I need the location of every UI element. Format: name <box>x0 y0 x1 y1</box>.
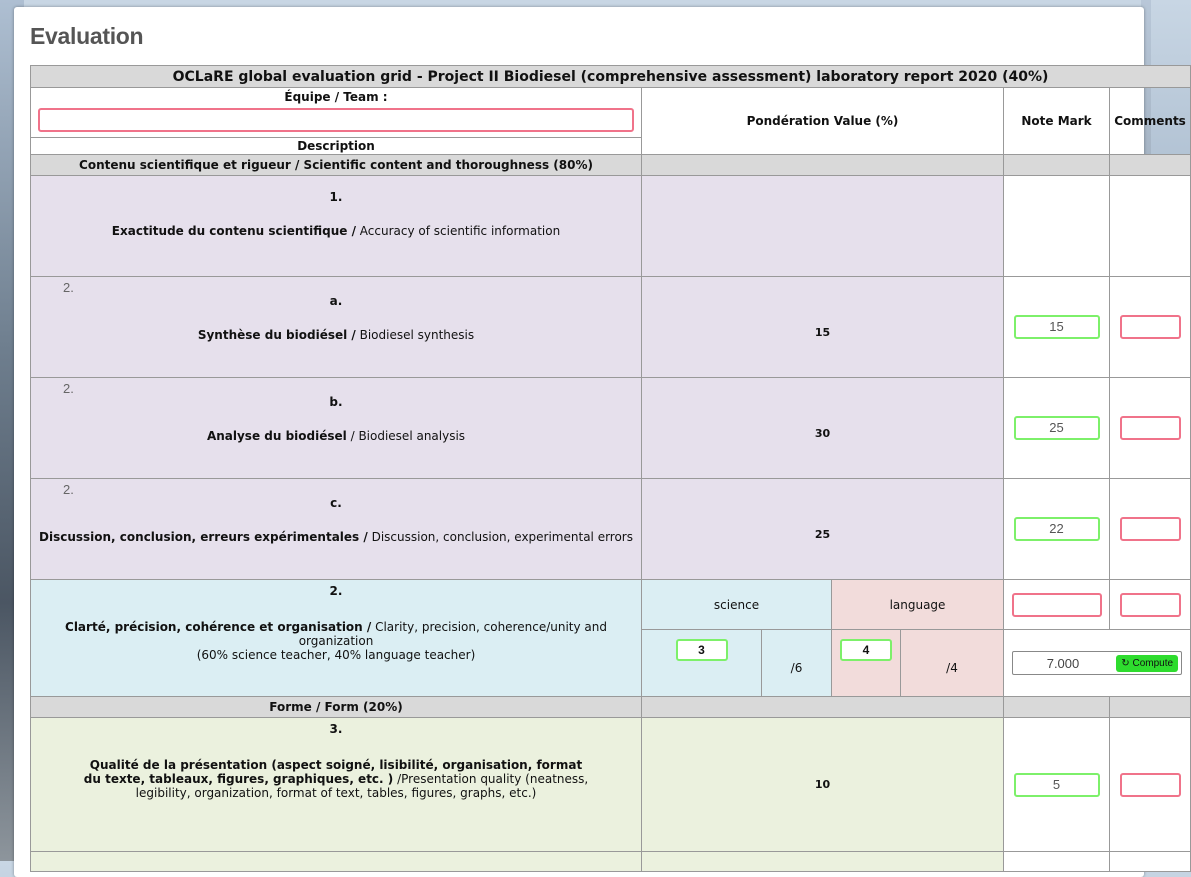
evaluation-grid <box>30 65 1191 872</box>
comment-1c-input[interactable] <box>1120 517 1181 541</box>
criterion-1a: 2. a. Synthèse du biodiésel / Biodiesel synthesis <box>31 277 642 378</box>
language-label: language <box>832 580 1004 630</box>
comment-3-input[interactable] <box>1120 773 1181 797</box>
weight-1a: 15 <box>642 277 1004 378</box>
criterion-1-number: 1. <box>329 190 343 204</box>
mark-1b-input[interactable]: 25 <box>1014 416 1100 440</box>
criterion-1: 1. Exactitude du contenu scientifique / Accuracy of scientific information <box>31 176 642 277</box>
weight-1c: 25 <box>642 479 1004 580</box>
criterion-1b: 2. b. Analyse du biodiésel / Biodiesel analysis <box>31 378 642 479</box>
page-title: Evaluation <box>30 23 144 49</box>
comment-1b-input[interactable] <box>1120 416 1181 440</box>
language-score-input[interactable]: 4 <box>840 639 892 661</box>
language-max: /4 <box>901 630 1004 697</box>
comments-header: Comments <box>1110 88 1191 155</box>
computed-score: 7.000 <box>1046 655 1080 671</box>
science-max: /6 <box>762 630 832 697</box>
mark-3-input[interactable]: 5 <box>1014 773 1100 797</box>
compute-button[interactable]: ↻ Compute <box>1116 655 1178 672</box>
science-score-input[interactable]: 3 <box>676 639 728 661</box>
section-scientific: Contenu scientifique et rigueur / Scientific content and thoroughness (80%) <box>31 155 642 176</box>
comment-2-input[interactable] <box>1120 593 1181 617</box>
description-header: Description <box>31 138 642 155</box>
criterion-2: 2. Clarté, précision, cohérence et organisation / Clarity, precision, coherence/unity and organization (60% science teacher, 40% language teacher) <box>31 580 642 697</box>
team-cell <box>31 88 642 138</box>
mark-header: Note Mark <box>1004 88 1110 155</box>
weight-header: Pondération Value (%) <box>642 88 1004 155</box>
mark-1c-input[interactable]: 22 <box>1014 517 1100 541</box>
science-label: science <box>642 580 832 630</box>
team-label: Équipe / Team : <box>284 90 388 104</box>
evaluation-card <box>14 7 1186 877</box>
grid-title: OCLaRE global evaluation grid - Project II Biodiesel (comprehensive assessment) laboratory report 2020 (40%) <box>31 66 1191 88</box>
weight-1b: 30 <box>642 378 1004 479</box>
weight-3: 10 <box>642 718 1004 852</box>
team-input[interactable] <box>38 108 634 132</box>
comment-1a-input[interactable] <box>1120 315 1181 339</box>
criterion-1c: 2. c. Discussion, conclusion, erreurs expérimentales / Discussion, conclusion, experimental errors <box>31 479 642 580</box>
refresh-icon: ↻ <box>1121 657 1130 669</box>
section-form: Forme / Form (20%) <box>31 697 642 718</box>
mark-2-input[interactable] <box>1012 593 1102 617</box>
mark-1a-input[interactable]: 15 <box>1014 315 1100 339</box>
criterion-3: 3. Qualité de la présentation (aspect soigné, lisibilité, organisation, format du texte, tableaux, figures, graphiques, etc. ) /Presentation quality (neatness, legibility, organization, format of text, tables, figures, graphs, etc.) <box>31 718 642 852</box>
computed-score-field[interactable] <box>1012 651 1182 675</box>
